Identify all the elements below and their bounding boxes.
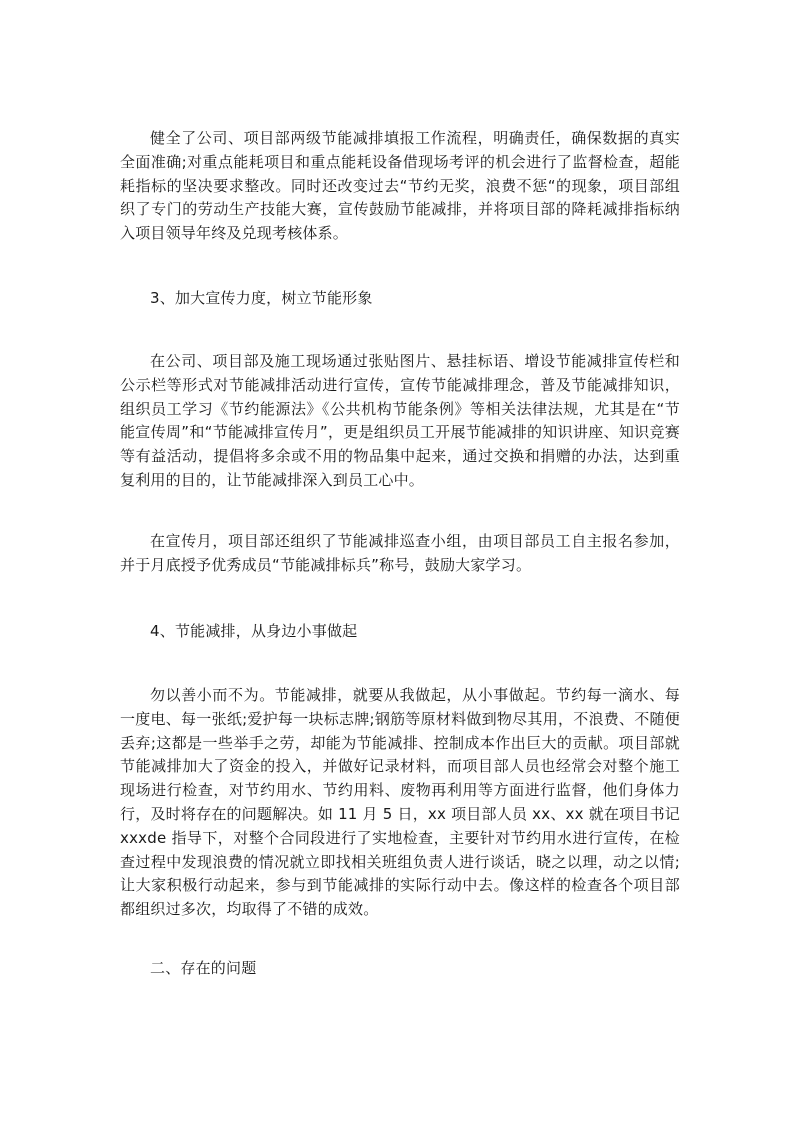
paragraph-reporting-workflow: 健全了公司、项目部两级节能减排填报工作流程，明确责任，确保数据的真实全面准确;对重点能耗项目和重点能耗设备借现场考评的机会进行了监督检查，超能耗指标的坚决要求整改。同时还改变过去“节约无奖，浪费不惩“的现象，项目部组织了专门的劳动生产技能大赛，宣传鼓励节能减排，并将项目部的降耗减排指标纳入项目领导年终及兑现考核体系。 xyxy=(120,129,680,243)
paragraph-publicity-activities: 在公司、项目部及施工现场通过张贴图片、悬挂标语、增设节能减排宣传栏和公示栏等形式对节能减排活动进行宣传，宣传节能减排理念，普及节能减排知识，组织员工学习《节约能源法》《公共机构节能条例》等相关法律法规，尤其是在“节能宣传周”和“节能减排宣传月”，更是组织员工开展节能减排的知识讲座、知识竞赛等有益活动，提倡将多余或不用的物品集中起来，通过交换和捐赠的办法，达到重复利用的目的，让节能减排深入到员工心中。 xyxy=(120,352,680,489)
paragraph-small-things: 勿以善小而不为。节能减排，就要从我做起，从小事做起。节约每一滴水、每一度电、每一张纸;爱护每一块标志牌;钢筋等原材料做到物尽其用，不浪费、不随便丢弃;这都是一些举手之劳，却能为节能减排、控制成本作出巨大的贡献。项目部就节能减排加大了资金的投入，并做好记录材料，而项目部人员也经常会对整个施工现场进行检查，对节约用水、节约用料、废物再利用等方面进行监督，他们身体力行，及时将存在的问题解决。如 11 月 5 日，xx 项目部人员 xx、xx 就在项目书记 xxxde 指导下，对整个合同段进行了实地检查，主要针对节约用水进行宣传，在检查过程中发现浪费的情况就立即找相关班组负责人进行谈话，晓之以理，动之以情;让大家积极行动起来，参与到节能减排的实际行动中去。像这样的检查各个项目部都组织过多次，均取得了不错的成效。 xyxy=(120,686,680,919)
heading-existing-problems: 二、存在的问题 xyxy=(150,959,257,977)
paragraph-inspection-team: 在宣传月，项目部还组织了节能减排巡查小组，由项目部员工自主报名参加，并于月底授予优秀成员“节能减排标兵”称号，鼓励大家学习。 xyxy=(120,532,680,574)
heading-small-things: 4、节能减排，从身边小事做起 xyxy=(150,622,358,640)
heading-publicity: 3、加大宣传力度，树立节能形象 xyxy=(150,289,373,307)
